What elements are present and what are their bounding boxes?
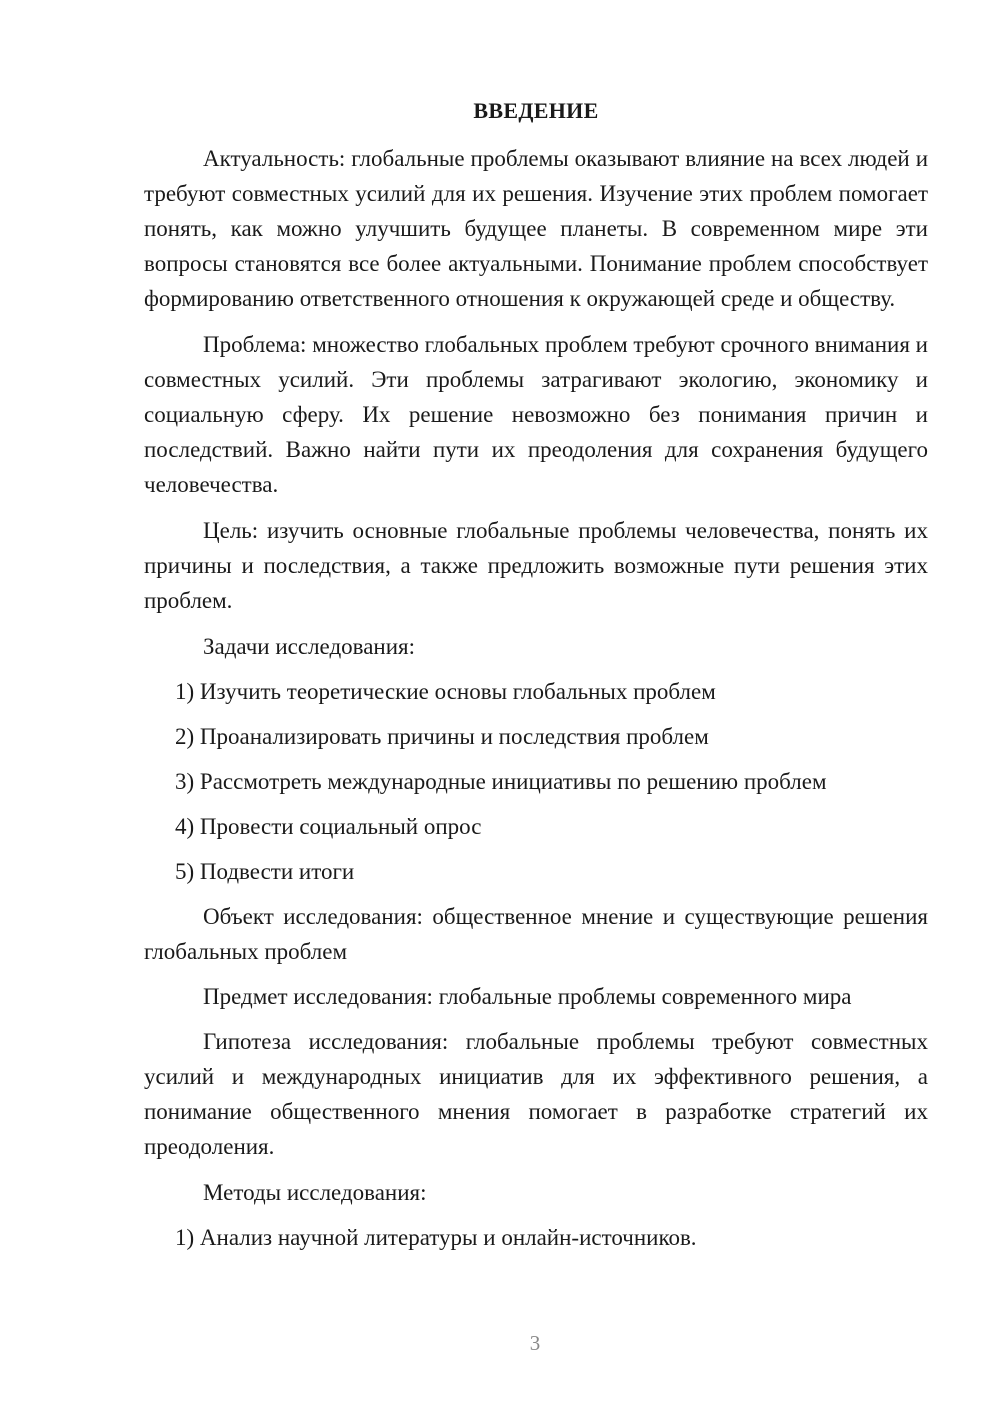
- page-content: [144, 93, 928, 1265]
- page-title: ВВЕДЕНИЕ: [473, 98, 599, 123]
- hypothesis-paragraph: Гипотеза исследования: глобальные проблемы требуют совместных усилий и международных инициатив для их эффективного решения, а понимание общественного мнения помогает в разработке стратегий их преодоления.: [144, 1029, 928, 1159]
- tasks-list: [144, 674, 928, 889]
- tasks-label: Задачи исследования:: [203, 634, 416, 659]
- relevance-paragraph: Актуальность: глобальные проблемы оказывают влияние на всех людей и требуют совместных усилий для их решения. Изучение этих проблем помогает понять, как можно улучшить будущее планеты. В современном мире эти вопросы становятся все более актуальными. Понимание проблем способствует формированию ответственного отношения к окружающей среде и обществу.: [144, 146, 928, 311]
- page-number: 3: [529, 1331, 541, 1355]
- object-paragraph: Объект исследования: общественное мнение и существующие решения глобальных проблем: [144, 904, 928, 964]
- goal-paragraph: Цель: изучить основные глобальные проблемы человечества, понять их причины и последствия, а также предложить возможные пути решения этих проблем.: [144, 518, 928, 613]
- problem-paragraph: Проблема: множество глобальных проблем требуют срочного внимания и совместных усилий. Эти проблемы затрагивают экологию, экономику и социальную сферу. Их решение невозможно без понимания причин и последствий. Важно найти пути их преодоления для сохранения будущего человечества.: [144, 332, 928, 497]
- subject-paragraph: Предмет исследования: глобальные проблемы современного мира: [203, 984, 852, 1009]
- list-item: 4) Провести социальный опрос: [175, 814, 482, 839]
- methods-label: Методы исследования:: [203, 1180, 427, 1205]
- list-item: 2) Проанализировать причины и последствия проблем: [175, 724, 709, 749]
- list-item: 1) Анализ научной литературы и онлайн-источников.: [175, 1225, 697, 1250]
- list-item: 5) Подвести итоги: [175, 859, 355, 884]
- list-item: 3) Рассмотреть международные инициативы по решению проблем: [175, 769, 827, 794]
- list-item: 1) Изучить теоретические основы глобальных проблем: [175, 679, 716, 704]
- methods-list: [144, 1220, 928, 1255]
